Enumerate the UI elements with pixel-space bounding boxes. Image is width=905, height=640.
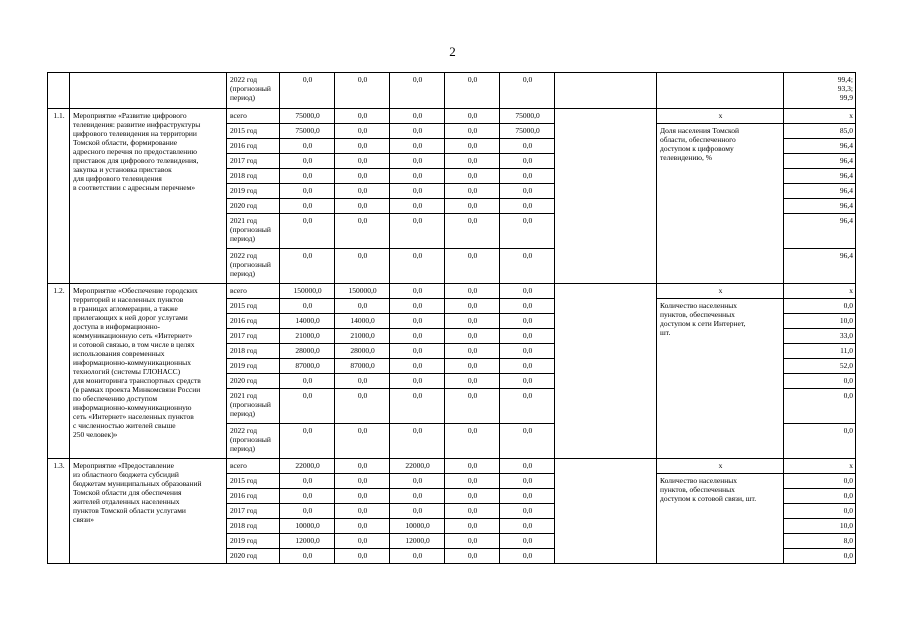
value-cell: 0,0 [280, 424, 335, 459]
value-cell: 0,0 [390, 184, 445, 199]
value-cell: 0,0 [335, 73, 390, 109]
value-cell: 0,0 [390, 109, 445, 124]
value-cell: 0,0 [390, 139, 445, 154]
indicator-mark: x [657, 284, 784, 299]
value-cell: 75000,0 [500, 109, 555, 124]
value-cell: 0,0 [445, 534, 500, 549]
indicator-value-cell: 33,0 [784, 329, 856, 344]
indicator-value-cell: 8,0 [784, 534, 856, 549]
year-cell: 2016 год [227, 314, 280, 329]
indicator-value-cell: x [784, 109, 856, 124]
year-cell: 2017 год [227, 329, 280, 344]
year-cell: 2018 год [227, 169, 280, 184]
value-cell: 21000,0 [280, 329, 335, 344]
value-cell: 0,0 [335, 184, 390, 199]
indicator-value-cell: 99,4; 93,3; 99,9 [784, 73, 856, 109]
year-cell: 2019 год [227, 534, 280, 549]
page-number: 2 [449, 44, 456, 59]
value-cell: 10000,0 [280, 519, 335, 534]
value-cell: 0,0 [390, 329, 445, 344]
value-cell: 12000,0 [390, 534, 445, 549]
value-cell: 0,0 [445, 169, 500, 184]
value-cell: 0,0 [280, 549, 335, 564]
value-cell: 0,0 [445, 299, 500, 314]
indicator-value-cell: 96,4 [784, 139, 856, 154]
value-cell: 0,0 [280, 154, 335, 169]
year-cell: 2020 год [227, 199, 280, 214]
value-cell: 0,0 [390, 249, 445, 284]
indicator-value-cell: x [784, 284, 856, 299]
value-cell: 0,0 [445, 124, 500, 139]
indicator-value-cell: 52,0 [784, 359, 856, 374]
value-cell: 0,0 [500, 329, 555, 344]
value-cell: 0,0 [390, 389, 445, 424]
value-cell: 0,0 [445, 199, 500, 214]
value-cell: 0,0 [500, 73, 555, 109]
value-cell: 150000,0 [335, 284, 390, 299]
value-cell: 0,0 [445, 139, 500, 154]
indicator-value-cell: 0,0 [784, 549, 856, 564]
value-cell: 0,0 [390, 199, 445, 214]
value-cell: 0,0 [500, 549, 555, 564]
value-cell: 0,0 [445, 109, 500, 124]
value-cell: 0,0 [445, 519, 500, 534]
value-cell: 0,0 [445, 154, 500, 169]
value-cell: 0,0 [445, 549, 500, 564]
value-cell: 0,0 [335, 214, 390, 249]
value-cell: 75000,0 [500, 124, 555, 139]
value-cell: 0,0 [280, 169, 335, 184]
value-cell: 0,0 [280, 474, 335, 489]
value-cell: 0,0 [500, 184, 555, 199]
indicator-value-cell: 96,4 [784, 154, 856, 169]
value-cell: 0,0 [335, 374, 390, 389]
measure-description: Мероприятие «Развитие цифрового телевидения: развитие инфраструктуры цифрового телевидения на территории Томской области, формирование адресного перечня по предоставлению приставок для цифрового телевидения, закупка и установка приставок для цифрового телевидения в соответствии с адресным перечнем» [70, 109, 227, 284]
year-cell: 2019 год [227, 359, 280, 374]
value-cell: 0,0 [445, 329, 500, 344]
value-cell: 0,0 [390, 73, 445, 109]
value-cell: 0,0 [390, 424, 445, 459]
value-cell: 0,0 [445, 284, 500, 299]
measure-number: 1.1. [48, 109, 70, 284]
empty-cell [555, 73, 657, 109]
indicator-value-cell: 96,4 [784, 184, 856, 199]
value-cell: 0,0 [335, 504, 390, 519]
value-cell: 22000,0 [280, 459, 335, 474]
value-cell: 0,0 [335, 154, 390, 169]
value-cell: 0,0 [500, 139, 555, 154]
year-cell: 2022 год (прогнозный период) [227, 73, 280, 109]
value-cell: 0,0 [445, 459, 500, 474]
value-cell: 0,0 [500, 314, 555, 329]
value-cell: 10000,0 [390, 519, 445, 534]
value-cell: 0,0 [390, 124, 445, 139]
year-cell: 2017 год [227, 154, 280, 169]
value-cell: 0,0 [280, 73, 335, 109]
indicator-value-cell: 0,0 [784, 474, 856, 489]
year-cell: 2018 год [227, 344, 280, 359]
indicator-value-cell: 10,0 [784, 519, 856, 534]
year-cell: 2015 год [227, 474, 280, 489]
indicator-value-cell: 0,0 [784, 389, 856, 424]
value-cell: 0,0 [280, 249, 335, 284]
value-cell: 0,0 [445, 424, 500, 459]
indicator-name: Количество населенных пунктов, обеспеченных доступом к сотовой связи, шт. [657, 474, 784, 564]
value-cell: 28000,0 [335, 344, 390, 359]
value-cell: 22000,0 [390, 459, 445, 474]
value-cell: 0,0 [500, 359, 555, 374]
empty-cell [555, 284, 657, 459]
value-cell: 0,0 [445, 504, 500, 519]
value-cell: 0,0 [390, 154, 445, 169]
value-cell: 0,0 [280, 184, 335, 199]
value-cell: 0,0 [335, 249, 390, 284]
year-cell: 2022 год (прогнозный период) [227, 424, 280, 459]
year-cell: всего [227, 109, 280, 124]
value-cell: 0,0 [390, 314, 445, 329]
indicator-value-cell: 0,0 [784, 424, 856, 459]
year-cell: 2020 год [227, 374, 280, 389]
num-cell [48, 73, 70, 109]
value-cell: 0,0 [500, 424, 555, 459]
value-cell: 0,0 [500, 154, 555, 169]
value-cell: 0,0 [335, 424, 390, 459]
value-cell: 0,0 [445, 359, 500, 374]
indicator-value-cell: 96,4 [784, 249, 856, 284]
indicator-value-cell: 0,0 [784, 299, 856, 314]
value-cell: 0,0 [280, 199, 335, 214]
table-row [48, 459, 856, 474]
value-cell: 0,0 [335, 489, 390, 504]
value-cell: 0,0 [500, 519, 555, 534]
indicator-value-cell: 85,0 [784, 124, 856, 139]
value-cell: 0,0 [445, 314, 500, 329]
indicator-value-cell: x [784, 459, 856, 474]
year-cell: всего [227, 284, 280, 299]
value-cell: 28000,0 [280, 344, 335, 359]
value-cell: 14000,0 [280, 314, 335, 329]
year-cell: 2019 год [227, 184, 280, 199]
value-cell: 0,0 [390, 359, 445, 374]
indicator-name-cell [657, 73, 784, 109]
year-cell: 2016 год [227, 489, 280, 504]
value-cell: 0,0 [500, 214, 555, 249]
indicator-value-cell: 0,0 [784, 374, 856, 389]
indicator-name: Доля населения Томской области, обеспеченного доступом к цифровому телевидению, % [657, 124, 784, 284]
value-cell: 0,0 [500, 504, 555, 519]
program-table [47, 72, 856, 564]
table-row [48, 284, 856, 299]
table-row [48, 73, 856, 109]
value-cell: 0,0 [445, 249, 500, 284]
value-cell: 75000,0 [280, 124, 335, 139]
value-cell: 0,0 [335, 169, 390, 184]
value-cell: 0,0 [280, 489, 335, 504]
value-cell: 0,0 [500, 374, 555, 389]
value-cell: 75000,0 [280, 109, 335, 124]
measure-number: 1.2. [48, 284, 70, 459]
year-cell: 2018 год [227, 519, 280, 534]
empty-cell [555, 109, 657, 284]
value-cell: 14000,0 [335, 314, 390, 329]
year-cell: 2021 год (прогнозный период) [227, 214, 280, 249]
indicator-value-cell: 96,4 [784, 214, 856, 249]
year-cell: 2021 год (прогнозный период) [227, 389, 280, 424]
value-cell: 0,0 [445, 474, 500, 489]
value-cell: 0,0 [390, 374, 445, 389]
value-cell: 87000,0 [280, 359, 335, 374]
value-cell: 0,0 [390, 474, 445, 489]
value-cell: 0,0 [335, 124, 390, 139]
indicator-name: Количество населенных пунктов, обеспеченных доступом к сети Интернет, шт. [657, 299, 784, 459]
year-cell: 2022 год (прогнозный период) [227, 249, 280, 284]
value-cell: 0,0 [500, 534, 555, 549]
value-cell: 0,0 [500, 489, 555, 504]
value-cell: 0,0 [335, 519, 390, 534]
value-cell: 0,0 [390, 169, 445, 184]
value-cell: 21000,0 [335, 329, 390, 344]
indicator-value-cell: 10,0 [784, 314, 856, 329]
value-cell: 0,0 [335, 389, 390, 424]
value-cell: 0,0 [390, 299, 445, 314]
value-cell: 0,0 [500, 249, 555, 284]
value-cell: 0,0 [280, 389, 335, 424]
value-cell: 0,0 [335, 474, 390, 489]
indicator-value-cell: 11,0 [784, 344, 856, 359]
value-cell: 0,0 [280, 139, 335, 154]
value-cell: 87000,0 [335, 359, 390, 374]
indicator-value-cell: 0,0 [784, 504, 856, 519]
year-cell: 2020 год [227, 549, 280, 564]
value-cell: 0,0 [500, 284, 555, 299]
value-cell: 0,0 [390, 504, 445, 519]
value-cell: 12000,0 [280, 534, 335, 549]
table-row [48, 109, 856, 124]
table-body [48, 73, 856, 564]
value-cell: 0,0 [500, 474, 555, 489]
value-cell: 0,0 [335, 109, 390, 124]
measure-number: 1.3. [48, 459, 70, 564]
value-cell: 0,0 [390, 344, 445, 359]
measure-description: Мероприятие «Предоставление из областного бюджета субсидий бюджетам муниципальных образований Томской области для обеспечения жителей отдаленных населенных пунктов Томской области услугами связи» [70, 459, 227, 564]
indicator-value-cell: 96,4 [784, 199, 856, 214]
value-cell: 0,0 [335, 199, 390, 214]
value-cell: 0,0 [500, 389, 555, 424]
year-cell: 2015 год [227, 299, 280, 314]
value-cell: 0,0 [335, 299, 390, 314]
value-cell: 0,0 [500, 344, 555, 359]
value-cell: 0,0 [500, 199, 555, 214]
value-cell: 0,0 [335, 459, 390, 474]
empty-cell [555, 459, 657, 564]
year-cell: 2016 год [227, 139, 280, 154]
value-cell: 0,0 [445, 214, 500, 249]
value-cell: 0,0 [500, 459, 555, 474]
indicator-mark: x [657, 459, 784, 474]
value-cell: 0,0 [445, 389, 500, 424]
year-cell: 2015 год [227, 124, 280, 139]
value-cell: 0,0 [390, 549, 445, 564]
year-cell: всего [227, 459, 280, 474]
value-cell: 0,0 [445, 374, 500, 389]
value-cell: 0,0 [500, 169, 555, 184]
value-cell: 0,0 [390, 489, 445, 504]
indicator-mark: x [657, 109, 784, 124]
value-cell: 0,0 [280, 374, 335, 389]
value-cell: 0,0 [280, 299, 335, 314]
value-cell: 0,0 [445, 184, 500, 199]
measure-description: Мероприятие «Обеспечение городских территорий и населенных пунктов в границах агломерации, а также прилегающих к ней дорог услугами доступа в информационно- коммуникационную сеть «Интернет» и сотовой связью, в том числе в целях использования современных информационно-коммуникационных технологий (системы ГЛОНАСС) для мониторинга транспортных средств (в рамках проекта Минкомсвязи России по обеспечению доступом информационно-коммуникационную сеть «Интернет» населенных пунктов с численностью жителей свыше 250 человек)» [70, 284, 227, 459]
value-cell: 0,0 [280, 214, 335, 249]
indicator-value-cell: 0,0 [784, 489, 856, 504]
value-cell: 0,0 [445, 489, 500, 504]
value-cell: 0,0 [335, 139, 390, 154]
value-cell: 0,0 [280, 504, 335, 519]
value-cell: 150000,0 [280, 284, 335, 299]
value-cell: 0,0 [445, 344, 500, 359]
measure-cell [70, 73, 227, 109]
value-cell: 0,0 [335, 549, 390, 564]
value-cell: 0,0 [390, 284, 445, 299]
value-cell: 0,0 [500, 299, 555, 314]
year-cell: 2017 год [227, 504, 280, 519]
value-cell: 0,0 [445, 73, 500, 109]
value-cell: 0,0 [335, 534, 390, 549]
indicator-value-cell: 96,4 [784, 169, 856, 184]
value-cell: 0,0 [390, 214, 445, 249]
